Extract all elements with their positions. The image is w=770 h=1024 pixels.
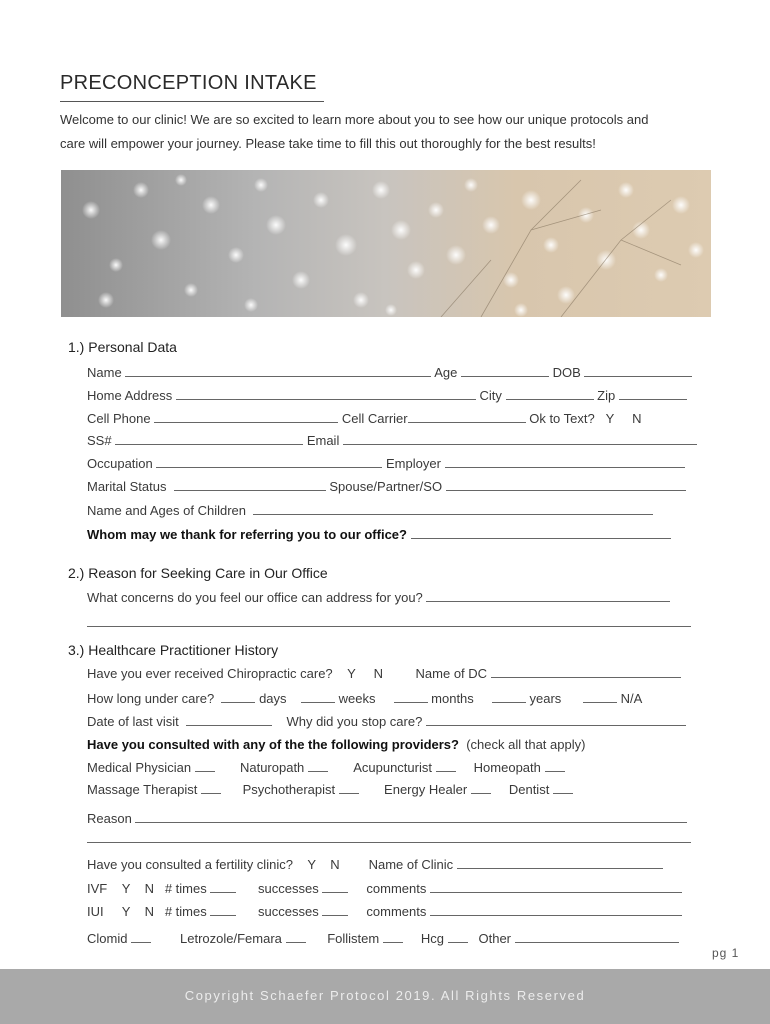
concerns-field-line-2[interactable] (87, 626, 691, 627)
ivf-yes[interactable]: Y (121, 881, 131, 896)
ssn-row (87, 433, 697, 448)
cell-carrier-label: Cell Carrier (341, 411, 408, 426)
reason-label: Reason (87, 811, 132, 826)
referral-label: Whom may we thank for referring you to our office? (87, 527, 407, 542)
occupation-field[interactable] (156, 456, 382, 468)
children-label: Name and Ages of Children (87, 503, 246, 518)
dob-field[interactable] (584, 365, 692, 377)
age-label: Age (434, 365, 458, 380)
name-field[interactable] (125, 365, 431, 377)
ivf-no[interactable]: N (144, 881, 154, 896)
marital-status-label: Marital Status (87, 479, 167, 494)
providers-question: Have you consulted with any of the the following providers? (87, 737, 459, 752)
psychotherapist-label: Psychotherapist (242, 782, 336, 797)
iui-times-field[interactable] (210, 904, 236, 916)
name-row (87, 365, 692, 380)
why-stop-field[interactable] (426, 714, 686, 726)
clomid-label: Clomid (87, 931, 128, 946)
fertility-yes[interactable]: Y (307, 857, 316, 872)
iui-comments-field[interactable] (430, 904, 682, 916)
fertility-row (87, 857, 663, 872)
homeopath-check[interactable] (545, 760, 565, 772)
days-field[interactable] (221, 691, 255, 703)
weeks-field[interactable] (301, 691, 335, 703)
clomid-check[interactable] (131, 931, 151, 943)
other-field[interactable] (515, 931, 679, 943)
email-label: Email (306, 433, 340, 448)
referral-field[interactable] (411, 527, 671, 539)
other-label: Other (478, 931, 511, 946)
energy-healer-check[interactable] (471, 782, 491, 794)
iui-comments-label: comments (366, 904, 427, 919)
providers-line-1 (87, 760, 565, 775)
concerns-row (87, 590, 670, 605)
reason-field[interactable] (135, 811, 687, 823)
acupuncturist-check[interactable] (436, 760, 456, 772)
massage-therapist-check[interactable] (201, 782, 221, 794)
ivf-times-label: # times (164, 881, 207, 896)
referral-row (87, 527, 671, 542)
employer-label: Employer (386, 456, 441, 471)
iui-label: IUI (87, 904, 104, 919)
providers-note: (check all that apply) (466, 737, 586, 752)
name-of-clinic-label: Name of Clinic (368, 857, 454, 872)
naturopath-check[interactable] (308, 760, 328, 772)
iui-times-label: # times (164, 904, 207, 919)
ivf-successes-field[interactable] (322, 881, 348, 893)
ok-to-text-no[interactable]: N (632, 411, 642, 426)
cell-phone-field[interactable] (154, 411, 338, 423)
email-field[interactable] (343, 433, 697, 445)
last-visit-label: Date of last visit (87, 714, 179, 729)
hcg-check[interactable] (448, 931, 468, 943)
page-title: PRECONCEPTION INTAKE (60, 72, 317, 94)
zip-field[interactable] (619, 388, 687, 400)
title-underline (60, 101, 324, 102)
why-stop-label: Why did you stop care? (286, 714, 423, 729)
cell-carrier-field[interactable] (408, 411, 526, 423)
ivf-comments-field[interactable] (430, 881, 682, 893)
energy-healer-label: Energy Healer (384, 782, 468, 797)
ssn-label: SS# (87, 433, 112, 448)
last-visit-field[interactable] (186, 714, 272, 726)
reason-row (87, 811, 687, 826)
iui-yes[interactable]: Y (121, 904, 131, 919)
ivf-times-field[interactable] (210, 881, 236, 893)
reason-field-line-2[interactable] (87, 842, 691, 843)
months-field[interactable] (394, 691, 428, 703)
naturopath-label: Naturopath (239, 760, 305, 775)
na-label: N/A (620, 691, 643, 706)
section-3-heading: 3.) Healthcare Practitioner History (68, 642, 279, 658)
name-of-dc-label: Name of DC (415, 666, 488, 681)
iui-no[interactable]: N (144, 904, 154, 919)
dentist-label: Dentist (508, 782, 550, 797)
employer-field[interactable] (445, 456, 685, 468)
home-address-field[interactable] (176, 388, 476, 400)
flowers-hero-image (61, 170, 711, 317)
intro-text-line-2: care will empower your journey. Please take time to fill this out thoroughly for the best results! (60, 136, 596, 151)
last-visit-row (87, 714, 686, 729)
spouse-label: Spouse/Partner/SO (329, 479, 443, 494)
hcg-label: Hcg (420, 931, 445, 946)
chiro-no[interactable]: N (373, 666, 384, 681)
children-field[interactable] (253, 503, 653, 515)
chiro-row (87, 666, 681, 681)
occupation-label: Occupation (87, 456, 153, 471)
fertility-no[interactable]: N (330, 857, 340, 872)
cell-phone-label: Cell Phone (87, 411, 151, 426)
ivf-comments-label: comments (366, 881, 427, 896)
acupuncturist-label: Acupuncturist (353, 760, 432, 775)
babys-breath-flowers-icon (61, 170, 711, 317)
dob-label: DOB (552, 365, 581, 380)
section-2-heading: 2.) Reason for Seeking Care in Our Office (68, 565, 328, 581)
chiro-question: Have you ever received Chiropractic care? (87, 666, 333, 681)
age-field[interactable] (461, 365, 549, 377)
intro-text-line-1: Welcome to our clinic! We are so excited to learn more about you to see how our unique protocols and (60, 112, 649, 127)
page-number: pg 1 (712, 946, 740, 960)
years-field[interactable] (492, 691, 526, 703)
name-label: Name (87, 365, 122, 380)
weeks-label: weeks (338, 691, 376, 706)
home-address-label: Home Address (87, 388, 173, 403)
ivf-label: IVF (87, 881, 108, 896)
massage-therapist-label: Massage Therapist (87, 782, 198, 797)
psychotherapist-check[interactable] (339, 782, 359, 794)
homeopath-label: Homeopath (473, 760, 541, 775)
children-row (87, 503, 653, 518)
ssn-field[interactable] (115, 433, 303, 445)
na-field[interactable] (583, 691, 617, 703)
ok-to-text-label: Ok to Text? (529, 411, 595, 426)
medical-physician-check[interactable] (195, 760, 215, 772)
spouse-field[interactable] (446, 479, 686, 491)
concerns-field[interactable] (426, 590, 670, 602)
iui-successes-label: successes (258, 904, 319, 919)
providers-row (87, 737, 585, 752)
concerns-label: What concerns do you feel our office can address for you? (87, 590, 423, 605)
name-of-clinic-field[interactable] (457, 857, 663, 869)
occupation-row (87, 456, 685, 471)
how-long-label: How long under care? (87, 691, 215, 706)
fertility-question: Have you consulted a fertility clinic? (87, 857, 293, 872)
ivf-successes-label: successes (258, 881, 319, 896)
city-label: City (479, 388, 502, 403)
marital-row (87, 479, 686, 494)
phone-row (87, 411, 641, 426)
ok-to-text-yes[interactable]: Y (605, 411, 615, 426)
dentist-check[interactable] (553, 782, 573, 794)
medical-physician-label: Medical Physician (87, 760, 192, 775)
copyright-text: Copyright Schaefer Protocol 2019. All Rights Reserved (184, 988, 586, 1003)
chiro-yes[interactable]: Y (347, 666, 356, 681)
medications-row (87, 931, 679, 946)
section-1-heading: 1.) Personal Data (68, 339, 177, 355)
city-field[interactable] (506, 388, 594, 400)
ivf-row (87, 881, 682, 896)
providers-line-2 (87, 782, 573, 797)
name-of-dc-field[interactable] (491, 666, 681, 678)
address-row (87, 388, 687, 403)
follistem-check[interactable] (383, 931, 403, 943)
iui-row (87, 904, 682, 919)
letrozole-check[interactable] (286, 931, 306, 943)
marital-status-field[interactable] (174, 479, 326, 491)
days-label: days (259, 691, 287, 706)
duration-row (87, 691, 642, 706)
follistem-label: Follistem (327, 931, 380, 946)
years-label: years (529, 691, 562, 706)
months-label: months (431, 691, 474, 706)
letrozole-label: Letrozole/Femara (180, 931, 282, 946)
zip-label: Zip (597, 388, 616, 403)
iui-successes-field[interactable] (322, 904, 348, 916)
